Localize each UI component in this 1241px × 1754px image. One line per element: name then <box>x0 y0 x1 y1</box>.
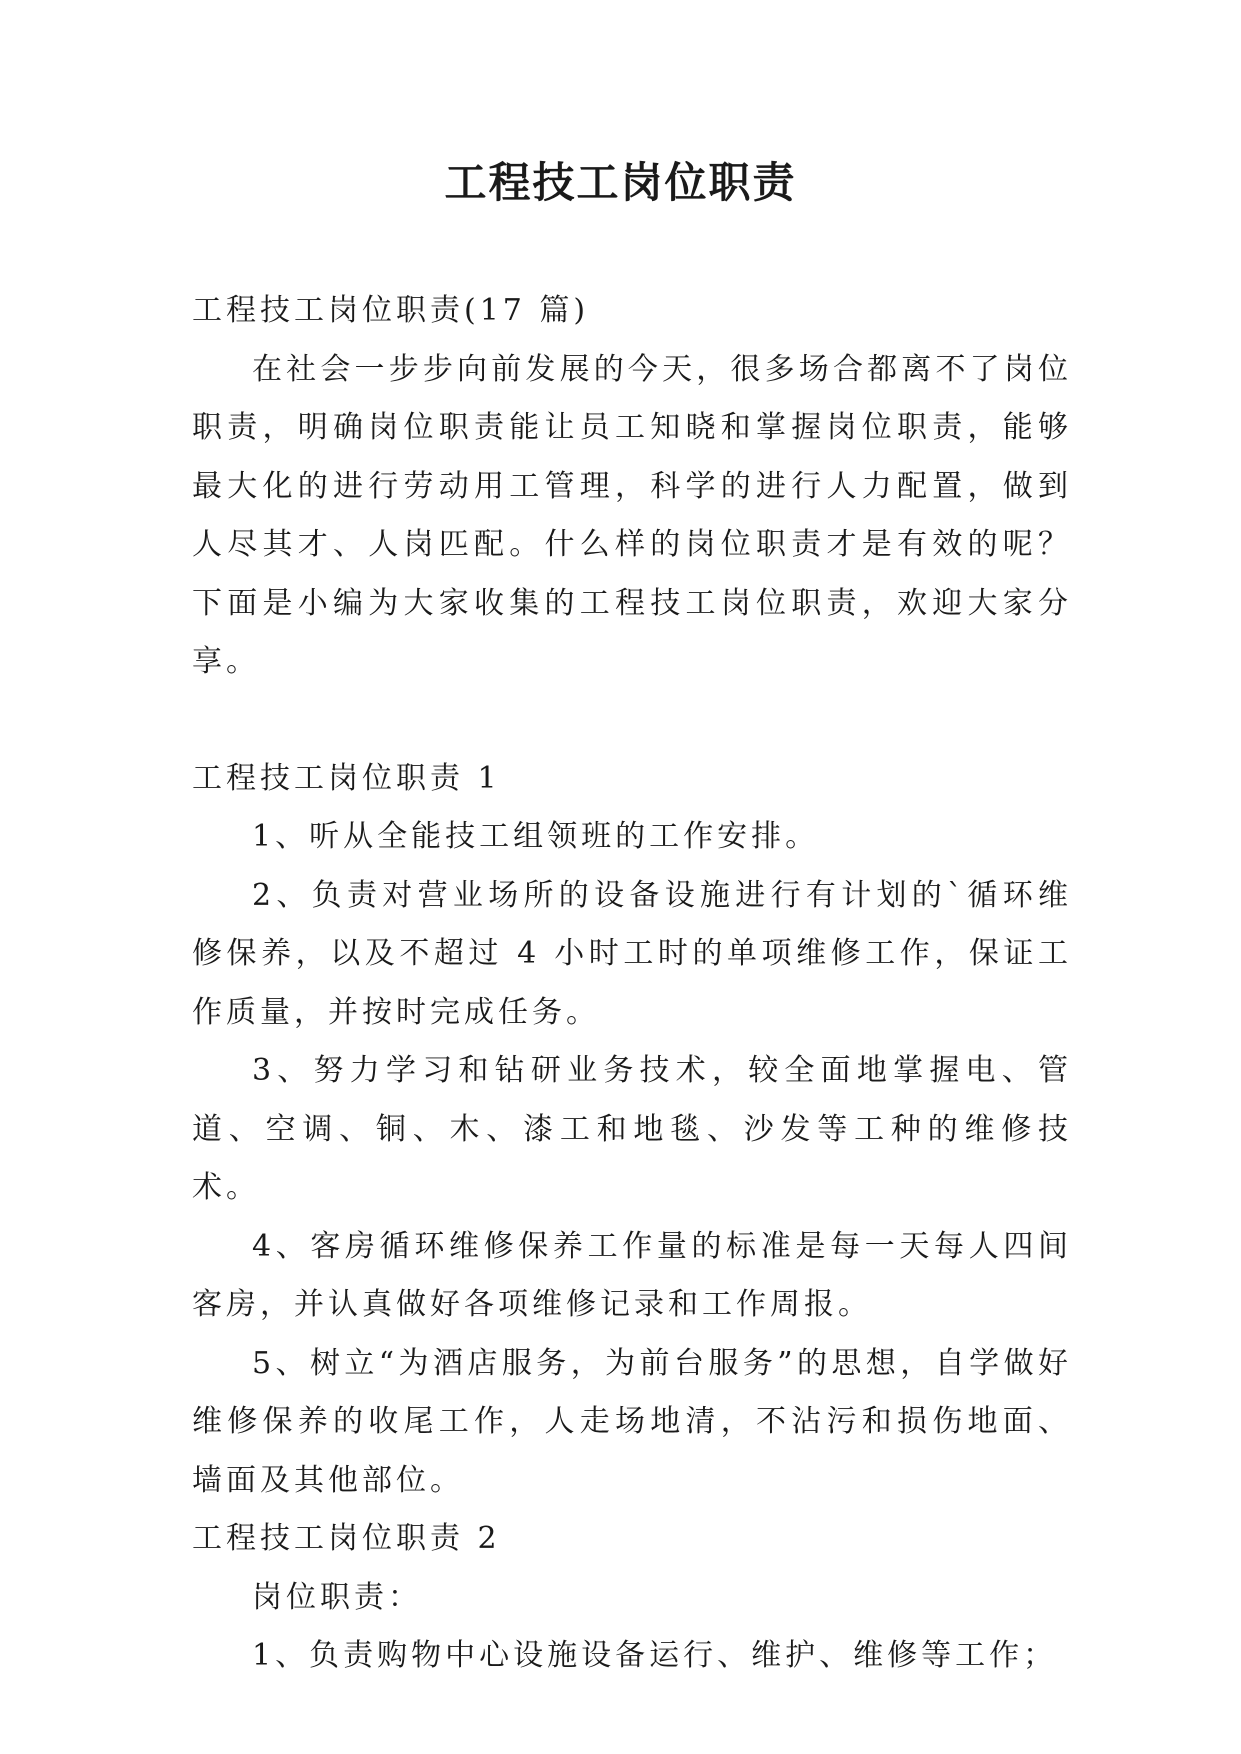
section-2-label: 岗位职责： <box>252 1579 422 1615</box>
document-title: 工程技工岗位职责 <box>444 158 797 207</box>
section-2-item: 1、负责购物中心设施设备运行、维护、维修等工作； <box>252 1638 1058 1673</box>
document-body <box>192 282 1072 1686</box>
section-1-item: 2、负责对营业场所的设备设施进行有计划的`循环维修保养，以及不超过 4 小时工时的单项维修工作，保证工作质量，并按时完成任务。 <box>192 877 1072 1030</box>
section-1-heading: 工程技工岗位职责 1 <box>192 760 501 796</box>
section-1-item: 5、树立“为酒店服务，为前台服务”的思想，自学做好维修保养的收尾工作，人走场地清，不沾污和损伤地面、墙面及其他部位。 <box>192 1345 1072 1498</box>
section-2-heading: 工程技工岗位职责 2 <box>192 1521 501 1556</box>
section-1-item: 4、客房循环维修保养工作量的标准是每一天每人四间客房，并认真做好各项维修记录和工作周报。 <box>192 1228 1072 1322</box>
document-subtitle: 工程技工岗位职责(17 篇) <box>192 293 590 328</box>
section-1-item: 1、听从全能技工组领班的工作安排。 <box>252 819 820 854</box>
section-1-item: 3、努力学习和钻研业务技术，较全面地掌握电、管道、空调、铜、木、漆工和地毯、沙发等工种的维修技术。 <box>192 1053 1072 1205</box>
intro-paragraph: 在社会一步步向前发展的今天，很多场合都离不了岗位职责，明确岗位职责能让员工知晓和掌握岗位职责，能够最大化的进行劳动用工管理，科学的进行人力配置，做到人尽其才、人岗匹配。什么样的岗位职责才是有效的呢？下面是小编为大家收集的工程技工岗位职责，欢迎大家分享。 <box>192 351 1072 679</box>
